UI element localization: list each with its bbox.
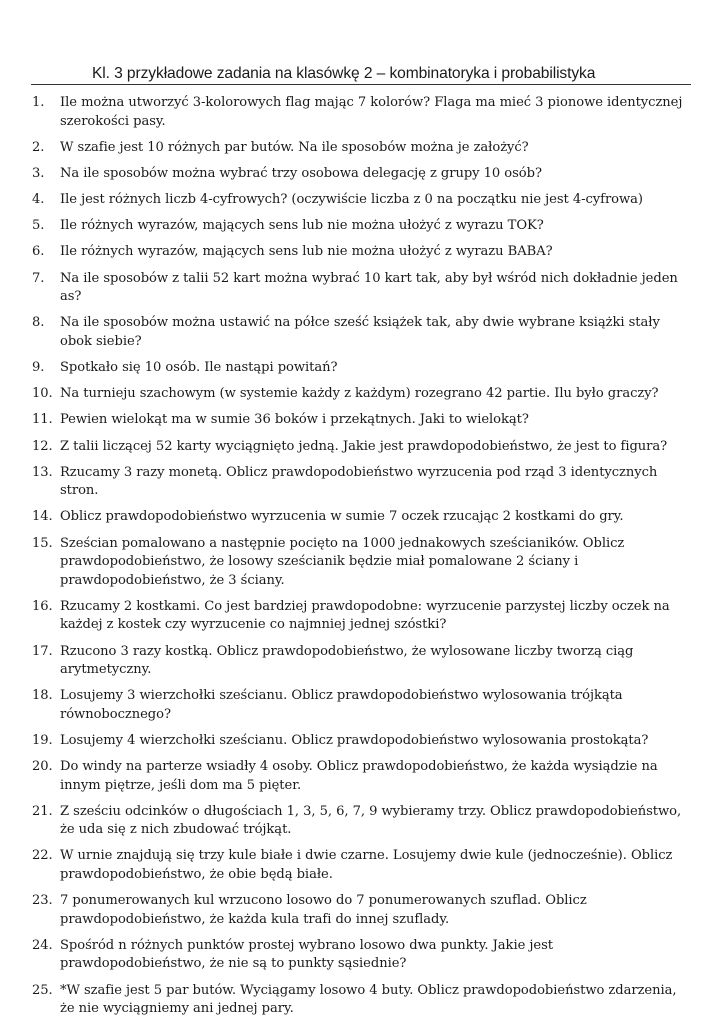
task-text: Ile różnych wyrazów, mających sens lub nie można ułożyć z wyrazu BABA? bbox=[60, 244, 553, 260]
task-item bbox=[0, 438, 692, 457]
task-text: Pewien wielokąt ma w sumie 36 boków i przekątnych. Jaki to wielokąt? bbox=[60, 412, 529, 428]
task-number: 19. bbox=[32, 732, 53, 748]
task-item bbox=[0, 847, 692, 884]
task-text: 7 ponumerowanych kul wrzucono losowo do 7 ponumerowanych szuflad. Oblicz prawdopodobieństwo, że każda kula trafi do innej szuflady. bbox=[60, 893, 587, 927]
task-number: 10. bbox=[32, 386, 53, 402]
task-text: Ile można utworzyć 3-kolorowych flag mając 7 kolorów? Flaga ma mieć 3 pionowe identycznej szerokości pasy. bbox=[60, 95, 683, 129]
task-item bbox=[0, 243, 692, 262]
task-item bbox=[0, 598, 692, 635]
task-number: 8. bbox=[32, 315, 45, 331]
task-number: 11. bbox=[32, 412, 53, 428]
task-text: Z talii liczącej 52 karty wyciągnięto jedną. Jakie jest prawdopodobieństwo, że jest to figura? bbox=[60, 438, 668, 454]
task-number: 1. bbox=[32, 95, 45, 110]
task-item bbox=[0, 892, 692, 929]
task-text: Rzucamy 3 razy monetą. Oblicz prawdopodobieństwo wyrzucenia pod rząd 3 identycznych stron. bbox=[60, 464, 658, 499]
task-number: 2. bbox=[32, 139, 45, 155]
task-text: W szafie jest 10 różnych par butów. Na ile sposobów można je założyć? bbox=[60, 139, 529, 155]
task-item bbox=[0, 937, 692, 974]
task-item bbox=[0, 94, 692, 131]
task-number: 24. bbox=[32, 937, 53, 953]
title-underline bbox=[31, 84, 691, 85]
task-number: 9. bbox=[32, 360, 45, 375]
task-item bbox=[0, 411, 692, 430]
task-number: 12. bbox=[32, 438, 53, 454]
task-number: 7. bbox=[32, 270, 45, 286]
task-text: Na ile sposobów z talii 52 kart można wybrać 10 kart tak, aby był wśród nich dokładnie jeden as? bbox=[60, 270, 678, 305]
task-text: W urnie znajdują się trzy kule białe i dwie czarne. Losujemy dwie kule (jednocześnie). Oblicz prawdopodobieństwo, że obie będą białe. bbox=[60, 848, 673, 882]
task-item bbox=[0, 385, 692, 404]
task-item bbox=[0, 217, 692, 236]
task-text: Na ile sposobów można wybrać trzy osobowa delegację z grupy 10 osób? bbox=[60, 165, 542, 181]
task-text: Rzucono 3 razy kostką. Oblicz prawdopodobieństwo, że wylosowane liczby tworzą ciąg arytmetyczny. bbox=[60, 643, 634, 677]
task-text: Spośród n różnych punktów prostej wybrano losowo dwa punkty. Jakie jest prawdopodobieństwo, że nie są to punkty sąsiednie? bbox=[60, 937, 553, 972]
task-item bbox=[0, 758, 692, 795]
task-number: 5. bbox=[32, 218, 45, 234]
task-item bbox=[0, 139, 692, 158]
task-text: Do windy na parterze wsiadły 4 osoby. Oblicz prawdopodobieństwo, że każda wysiądzie na innym piętrze, jeśli dom ma 5 pięter. bbox=[60, 759, 658, 793]
task-number: 21. bbox=[32, 803, 53, 819]
task-item bbox=[0, 165, 692, 184]
task-text: Losujemy 4 wierzchołki sześcianu. Oblicz prawdopodobieństwo wylosowania prostokąta? bbox=[60, 732, 649, 748]
task-text: Na ile sposobów można ustawić na półce sześć książek tak, aby dwie wybrane książki stały obok siebie? bbox=[60, 315, 660, 349]
task-item bbox=[0, 314, 692, 351]
task-item bbox=[0, 270, 692, 307]
task-text: *W szafie jest 5 par butów. Wyciągamy losowo 4 buty. Oblicz prawdopodobieństwo zdarzenia, że nie wyciągniemy ani jednej pary. bbox=[60, 982, 677, 1016]
task-item bbox=[0, 508, 692, 527]
task-item bbox=[0, 464, 692, 501]
task-text: Rzucamy 2 kostkami. Co jest bardziej prawdopodobne: wyrzucenie parzystej liczby oczek na każdej z kostek czy wyrzucenie co najmniej jednej szóstki? bbox=[60, 598, 670, 633]
task-list bbox=[0, 94, 724, 1026]
document-title: Kl. 3 przykładowe zadania na klasówkę 2 – kombinatoryka i probabilistyka bbox=[92, 65, 596, 82]
task-number: 18. bbox=[32, 688, 53, 704]
task-number: 14. bbox=[32, 509, 53, 525]
task-text: Losujemy 3 wierzchołki sześcianu. Oblicz prawdopodobieństwo wylosowania trójkąta równobocznego? bbox=[60, 688, 623, 722]
task-number: 13. bbox=[32, 464, 53, 480]
task-number: 3. bbox=[32, 165, 45, 181]
task-item bbox=[0, 643, 692, 680]
task-item bbox=[0, 732, 692, 751]
task-item bbox=[0, 359, 692, 378]
task-text: Sześcian pomalowano a następnie pocięto na 1000 jednakowych sześcianików. Oblicz prawdopodobieństwo, że losowy sześcianik będzie miał pomalowane 2 ściany i prawdopodobieństwo, że 3 ściany. bbox=[60, 535, 625, 588]
task-item bbox=[0, 687, 692, 724]
task-number: 23. bbox=[32, 893, 53, 909]
task-number: 25. bbox=[32, 982, 53, 998]
task-text: Spotkało się 10 osób. Ile nastąpi powitań? bbox=[60, 360, 338, 375]
task-text: Ile różnych wyrazów, mających sens lub nie można ułożyć z wyrazu TOK? bbox=[60, 218, 544, 234]
task-text: Oblicz prawdopodobieństwo wyrzucenia w sumie 7 oczek rzucając 2 kostkami do gry. bbox=[60, 509, 624, 525]
task-number: 4. bbox=[32, 192, 45, 208]
task-number: 17. bbox=[32, 643, 53, 659]
task-number: 22. bbox=[32, 848, 53, 864]
task-item bbox=[0, 191, 692, 210]
task-item bbox=[0, 803, 692, 840]
task-text: Ile jest różnych liczb 4-cyfrowych? (oczywiście liczba z 0 na początku nie jest 4-cyfrowa) bbox=[60, 192, 643, 208]
task-number: 15. bbox=[32, 535, 53, 551]
task-item bbox=[0, 982, 692, 1019]
task-text: Z sześciu odcinków o długościach 1, 3, 5, 6, 7, 9 wybieramy trzy. Oblicz prawdopodobieństwo, że uda się z nich zbudować trójkąt. bbox=[60, 803, 682, 838]
task-item bbox=[0, 535, 692, 591]
task-number: 20. bbox=[32, 759, 53, 775]
task-number: 6. bbox=[32, 244, 45, 260]
task-number: 16. bbox=[32, 598, 53, 614]
task-text: Na turnieju szachowym (w systemie każdy z każdym) rozegrano 42 partie. Ilu było graczy? bbox=[60, 386, 659, 402]
